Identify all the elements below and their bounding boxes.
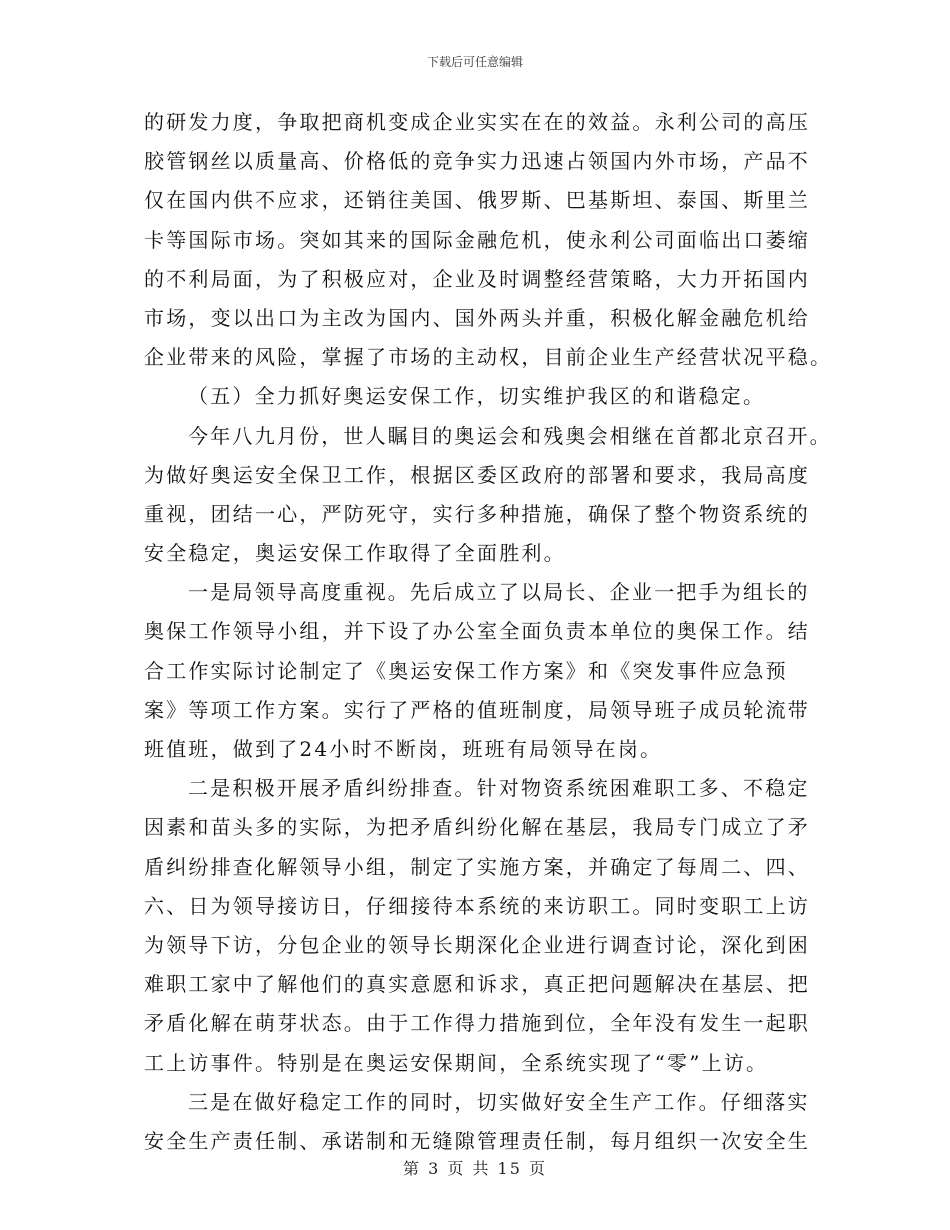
text-line: 因素和苗头多的实际，为把矛盾纠纷化解在基层，我局专门成立了矛 <box>144 815 810 840</box>
text-line: 矛盾化解在萌芽状态。由于工作得力措施到位，全年没有发生一起职 <box>144 1011 810 1036</box>
page-number: 第 3 页 共 15 页 <box>403 1159 547 1178</box>
text-line: 盾纠纷排查化解领导小组，制定了实施方案，并确定了每周二、四、 <box>144 854 810 879</box>
text-line: 班值班，做到了24小时不断岗，班班有局领导在岗。 <box>144 737 663 761</box>
text-line: 卡等国际市场。突如其来的国际金融危机，使永利公司面临出口萎缩 <box>144 227 810 252</box>
text-line: 案》等项工作方案。实行了严格的值班制度，局领导班子成员轮流带 <box>144 697 810 722</box>
paragraph-start: 今年八九月份，世人瞩目的奥运会和残奥会相继在首都北京召开。 <box>188 423 832 448</box>
text-line: 六、日为领导接访日，仔细接待本系统的来访职工。同时变职工上访 <box>144 893 810 918</box>
paragraph-start: 一是局领导高度重视。先后成立了以局长、企业一把手为组长的 <box>188 580 810 605</box>
text-line: 的不利局面，为了积极应对，企业及时调整经营策略，大力开拓国内 <box>144 266 810 291</box>
text-line: 仅在国内供不应求，还销往美国、俄罗斯、巴基斯坦、泰国、斯里兰 <box>144 188 810 213</box>
paragraph-start: 三是在做好稳定工作的同时，切实做好安全生产工作。仔细落实 <box>188 1089 810 1114</box>
text-line: 企业带来的风险，掌握了市场的主动权，目前企业生产经营状况平稳。 <box>144 345 833 370</box>
text-line: 的研发力度，争取把商机变成企业实实在在的效益。永利公司的高压 <box>144 110 810 134</box>
text-line: 难职工家中了解他们的真实意愿和诉求，真正把问题解决在基层、把 <box>144 972 810 997</box>
text-line: 安全稳定，奥运安保工作取得了全面胜利。 <box>144 541 566 566</box>
text-line: 奥保工作领导小组，并下设了办公室全面负责本单位的奥保工作。结 <box>144 619 810 644</box>
text-line: 重视，团结一心，严防死守，实行多种措施，确保了整个物资系统的 <box>144 501 810 526</box>
text-line: 为做好奥运安全保卫工作，根据区委区政府的部署和要求，我局高度 <box>144 462 810 487</box>
text-line: 合工作实际讨论制定了《奥运安保工作方案》和《突发事件应急预 <box>144 658 788 683</box>
section-heading: （五）全力抓好奥运安保工作，切实维护我区的和谐稳定。 <box>188 384 766 409</box>
text-line: 为领导下访，分包企业的领导长期深化企业进行调查讨论，深化到困 <box>144 932 810 957</box>
text-line: 安全生产责任制、承诺制和无缝隙管理责任制，每月组织一次安全生 <box>144 1128 810 1153</box>
text-line: 市场，变以出口为主改为国内、国外两头并重，积极化解金融危机给 <box>144 305 810 330</box>
text-line: 工上访事件。特别是在奥运安保期间，全系统实现了“零”上访。 <box>144 1050 769 1075</box>
document-body <box>144 103 833 1161</box>
page-header: 下载后可任意编辑 <box>426 55 523 69</box>
paragraph-start: 二是积极开展矛盾纠纷排查。针对物资系统困难职工多、不稳定 <box>188 776 810 801</box>
text-line: 胶管钢丝以质量高、价格低的竞争实力迅速占领国内外市场，产品不 <box>144 149 810 174</box>
